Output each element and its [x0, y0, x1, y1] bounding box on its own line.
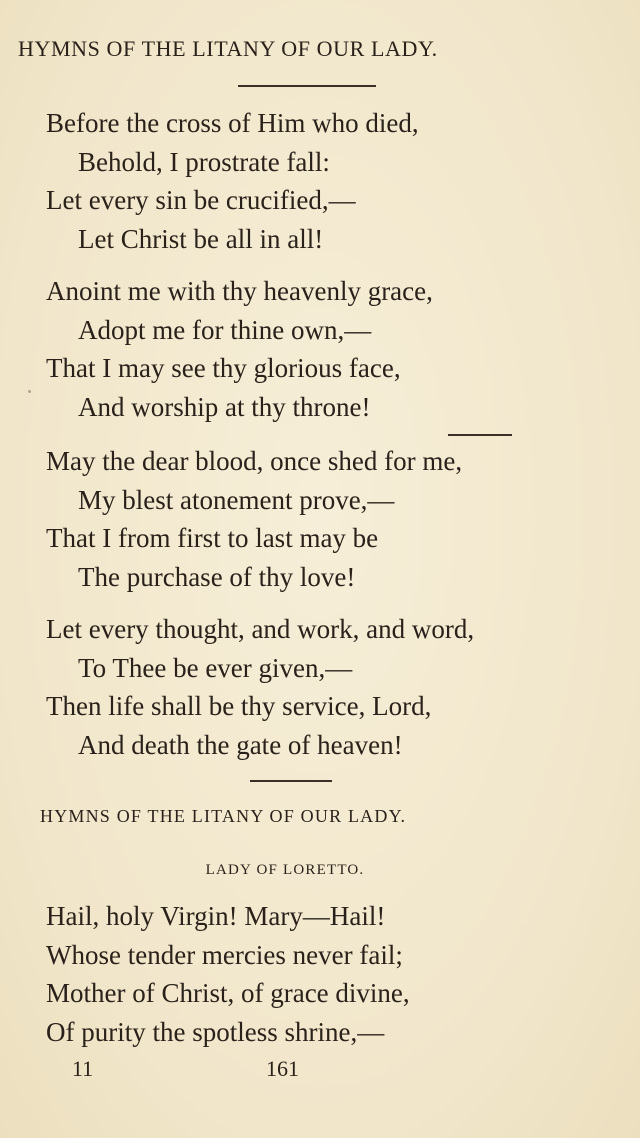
stanza-3 [46, 442, 462, 596]
verse-line: Mother of Christ, of grace divine, [46, 978, 410, 1008]
stanza-1 [46, 104, 419, 258]
verse-line: My blest atonement prove,— [78, 484, 395, 515]
hymn-stanza [46, 897, 410, 1051]
stray-rule [448, 434, 512, 436]
verse-line: Of purity the spotless shrine,— [46, 1016, 385, 1047]
verse-line: And death the gate of heaven! [78, 729, 403, 760]
verse-line: Then life shall be thy service, Lord, [46, 691, 432, 721]
verse-line: To Thee be ever given,— [78, 652, 353, 683]
verse-line: And worship at thy throne! [78, 391, 371, 422]
paper-speck [28, 390, 31, 393]
verse-line: Whose tender mercies never fail; [46, 939, 403, 970]
verse-line: Let every sin be crucified,— [46, 185, 356, 215]
verse-line: Anoint me with thy heavenly grace, [46, 276, 433, 306]
verse-line: Let every thought, and work, and word, [46, 614, 475, 644]
verse-line: That I may see thy glorious face, [46, 353, 401, 383]
verse-line: Adopt me for thine own,— [78, 314, 372, 345]
signature-mark: 11 [72, 1056, 94, 1081]
verse-line: Let Christ be all in all! [78, 223, 324, 254]
page-number: 161 [266, 1056, 299, 1081]
verse-line: That I from first to last may be [46, 523, 379, 553]
verse-line: Behold, I prostrate fall: [78, 146, 330, 177]
stanza-2 [46, 272, 433, 426]
verse-line: Hail, holy Virgin! Mary—Hail! [46, 901, 386, 931]
stanza-4 [46, 610, 474, 764]
running-head: HYMNS OF THE LITANY OF OUR LADY. [18, 36, 438, 61]
hymn-subtitle: LADY OF LORETTO. [205, 862, 365, 878]
header-rule [238, 85, 376, 87]
verse-line: May the dear blood, once shed for me, [46, 446, 463, 476]
section-rule [250, 780, 332, 782]
section-title: HYMNS OF THE LITANY OF OUR LADY. [40, 806, 407, 826]
verse-line: The purchase of thy love! [78, 561, 356, 592]
verse-line: Before the cross of Him who died, [46, 108, 419, 138]
